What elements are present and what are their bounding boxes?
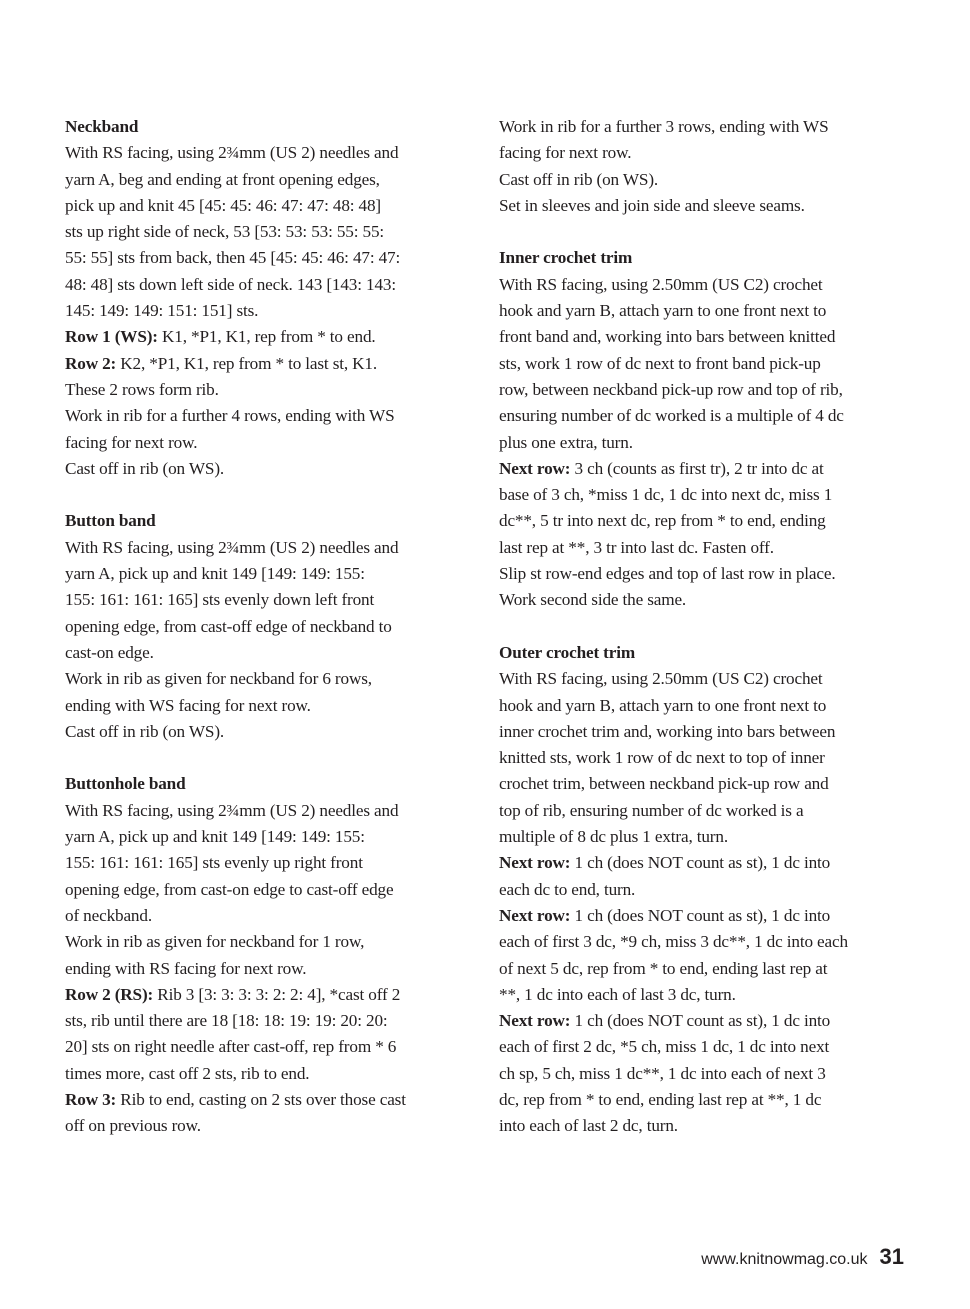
page-number: 31 <box>879 1244 904 1269</box>
row-text: K1, *P1, K1, rep from * to end. <box>157 327 376 347</box>
button-band-line: opening edge, from cast-off edge of neckband to <box>65 616 392 636</box>
outer-trim-line: **, 1 dc into each of last 3 dc, turn. <box>499 984 736 1004</box>
neckband-line: facing for next row. <box>65 432 198 452</box>
row-text: 1 ch (does NOT count as st), 1 dc into <box>570 853 831 873</box>
neckband-line: yarn A, beg and ending at front opening edges, <box>65 169 380 189</box>
inner-trim-line: row, between neckband pick-up row and top of rib, <box>499 379 843 399</box>
inner-trim-heading: Inner crochet trim <box>499 248 633 268</box>
neckband-row2 <box>65 351 455 377</box>
outer-trim-line: into each of last 2 dc, turn. <box>499 1116 678 1136</box>
neckband-line: pick up and knit 45 [45: 45: 46: 47: 47: 48: 48] <box>65 195 381 215</box>
buttonhole-band-line: 155: 161: 161: 165] sts evenly up right front <box>65 853 363 873</box>
button-band-line: Work in rib as given for neckband for 6 rows, <box>65 669 372 689</box>
intro-line: Work in rib for a further 3 rows, ending with WS <box>499 117 829 136</box>
neckband-line: Work in rib for a further 4 rows, ending with WS <box>65 406 395 426</box>
neckband-line: Cast off in rib (on WS). <box>65 458 225 478</box>
buttonhole-band-line: yarn A, pick up and knit 149 [149: 149: 155: <box>65 827 365 847</box>
row-text: Rib to end, casting on 2 sts over those cast <box>116 1089 406 1109</box>
intro-line: facing for next row. <box>499 143 632 163</box>
buttonhole-band-heading: Buttonhole band <box>65 774 186 794</box>
row-text: K2, *P1, K1, rep from * to last st, K1. <box>116 353 378 373</box>
buttonhole-band-line: 20] sts on right needle after cast-off, rep from * 6 <box>65 1037 397 1057</box>
button-band-heading: Button band <box>65 511 156 531</box>
row-label: Next row: <box>499 905 571 925</box>
buttonhole-row2 <box>65 982 455 1008</box>
neckband-line: sts up right side of neck, 53 [53: 53: 53: 55: 55: <box>65 222 385 242</box>
section-gap <box>65 482 455 508</box>
buttonhole-band-line: ending with RS facing for next row. <box>65 958 307 978</box>
outer-trim-next-row-1 <box>499 850 899 876</box>
outer-trim-line: of next 5 dc, rep from * to end, ending last rep at <box>499 958 828 978</box>
inner-trim-line: plus one extra, turn. <box>499 432 633 452</box>
inner-trim-line: dc**, 5 tr into next dc, rep from * to end, ending <box>499 511 826 531</box>
buttonhole-row3 <box>65 1087 455 1113</box>
outer-trim-next-row-3 <box>499 1008 899 1034</box>
row-label: Row 1 (WS): <box>65 327 158 347</box>
outer-trim-line: top of rib, ensuring number of dc worked is a <box>499 800 804 820</box>
outer-trim-line: each of first 3 dc, *9 ch, miss 3 dc**, 1 dc into each <box>499 932 848 952</box>
right-column <box>499 114 899 1140</box>
row-text: 3 ch (counts as first tr), 2 tr into dc at <box>570 458 824 478</box>
row-label: Row 3: <box>65 1089 117 1109</box>
inner-trim-line: last rep at **, 3 tr into last dc. Fasten off. <box>499 537 774 557</box>
outer-trim-line: multiple of 8 dc plus 1 extra, turn. <box>499 827 728 847</box>
neckband-heading: Neckband <box>65 117 139 136</box>
neckband-line: 145: 149: 149: 151: 151] sts. <box>65 301 259 321</box>
outer-trim-line: each of first 2 dc, *5 ch, miss 1 dc, 1 dc into next <box>499 1037 830 1057</box>
outer-trim-line: crochet trim, between neckband pick-up row and <box>499 774 829 794</box>
outer-trim-line: With RS facing, using 2.50mm (US C2) crochet <box>499 669 823 689</box>
row-label: Row 2 (RS): <box>65 984 154 1004</box>
row-label: Next row: <box>499 1011 571 1031</box>
inner-trim-line: Work second side the same. <box>499 590 687 610</box>
buttonhole-band-line: times more, cast off 2 sts, rib to end. <box>65 1063 310 1083</box>
buttonhole-band-line: Work in rib as given for neckband for 1 row, <box>65 932 365 952</box>
outer-trim-line: hook and yarn B, attach yarn to one front next to <box>499 695 827 715</box>
outer-trim-heading: Outer crochet trim <box>499 642 636 662</box>
neckband-row1 <box>65 324 455 350</box>
row-text: Rib 3 [3: 3: 3: 3: 2: 2: 4], *cast off 2 <box>153 984 401 1004</box>
buttonhole-band-line: With RS facing, using 2¾mm (US 2) needles and <box>65 800 399 820</box>
page-footer <box>701 1244 904 1270</box>
outer-trim-line: ch sp, 5 ch, miss 1 dc**, 1 dc into each of next 3 <box>499 1063 826 1083</box>
outer-trim-next-row-2 <box>499 903 899 929</box>
neckband-line: These 2 rows form rib. <box>65 379 219 399</box>
neckband-line: 48: 48] sts down left side of neck. 143 [143: 143: <box>65 274 396 294</box>
section-gap <box>499 219 899 245</box>
inner-trim-line: sts, work 1 row of dc next to front band pick-up <box>499 353 821 373</box>
inner-trim-next-row <box>499 456 899 482</box>
button-band-line: Cast off in rib (on WS). <box>65 721 225 741</box>
button-band-line: cast-on edge. <box>65 642 154 662</box>
website-url: www.knitnowmag.co.uk <box>701 1251 868 1268</box>
row-text: 1 ch (does NOT count as st), 1 dc into <box>570 1011 831 1031</box>
button-band-line: yarn A, pick up and knit 149 [149: 149: 155: <box>65 564 365 584</box>
buttonhole-band-line: off on previous row. <box>65 1116 201 1136</box>
section-gap <box>65 745 455 771</box>
intro-line: Set in sleeves and join side and sleeve seams. <box>499 195 805 215</box>
intro-line: Cast off in rib (on WS). <box>499 169 659 189</box>
neckband-line: With RS facing, using 2¾mm (US 2) needles and <box>65 143 399 163</box>
neckband-line: 55: 55] sts from back, then 45 [45: 45: 46: 47: 47: <box>65 248 401 268</box>
outer-trim-line: each dc to end, turn. <box>499 879 636 899</box>
button-band-line: 155: 161: 161: 165] sts evenly down left front <box>65 590 375 610</box>
row-label: Next row: <box>499 853 571 873</box>
inner-trim-line: Slip st row-end edges and top of last row in place. <box>499 564 836 584</box>
button-band-line: With RS facing, using 2¾mm (US 2) needles and <box>65 537 399 557</box>
inner-trim-line: With RS facing, using 2.50mm (US C2) crochet <box>499 274 823 294</box>
buttonhole-band-line: opening edge, from cast-on edge to cast-off edge <box>65 879 394 899</box>
buttonhole-band-line: of neckband. <box>65 905 152 925</box>
outer-trim-line: dc, rep from * to end, ending last rep at **, 1 dc <box>499 1089 822 1109</box>
inner-trim-line: ensuring number of dc worked is a multiple of 4 dc <box>499 406 844 426</box>
row-text: 1 ch (does NOT count as st), 1 dc into <box>570 905 831 925</box>
outer-trim-line: knitted sts, work 1 row of dc next to top of inner <box>499 748 825 768</box>
inner-trim-line: front band and, working into bars between knitted <box>499 327 836 347</box>
row-label: Next row: <box>499 458 571 478</box>
left-column <box>65 114 455 1140</box>
section-gap <box>499 614 899 640</box>
outer-trim-line: inner crochet trim and, working into bars between <box>499 721 836 741</box>
inner-trim-line: base of 3 ch, *miss 1 dc, 1 dc into next dc, miss 1 <box>499 485 833 505</box>
inner-trim-line: hook and yarn B, attach yarn to one front next to <box>499 301 827 321</box>
buttonhole-band-line: sts, rib until there are 18 [18: 18: 19: 19: 20: 20: <box>65 1011 388 1031</box>
button-band-line: ending with WS facing for next row. <box>65 695 311 715</box>
row-label: Row 2: <box>65 353 117 373</box>
